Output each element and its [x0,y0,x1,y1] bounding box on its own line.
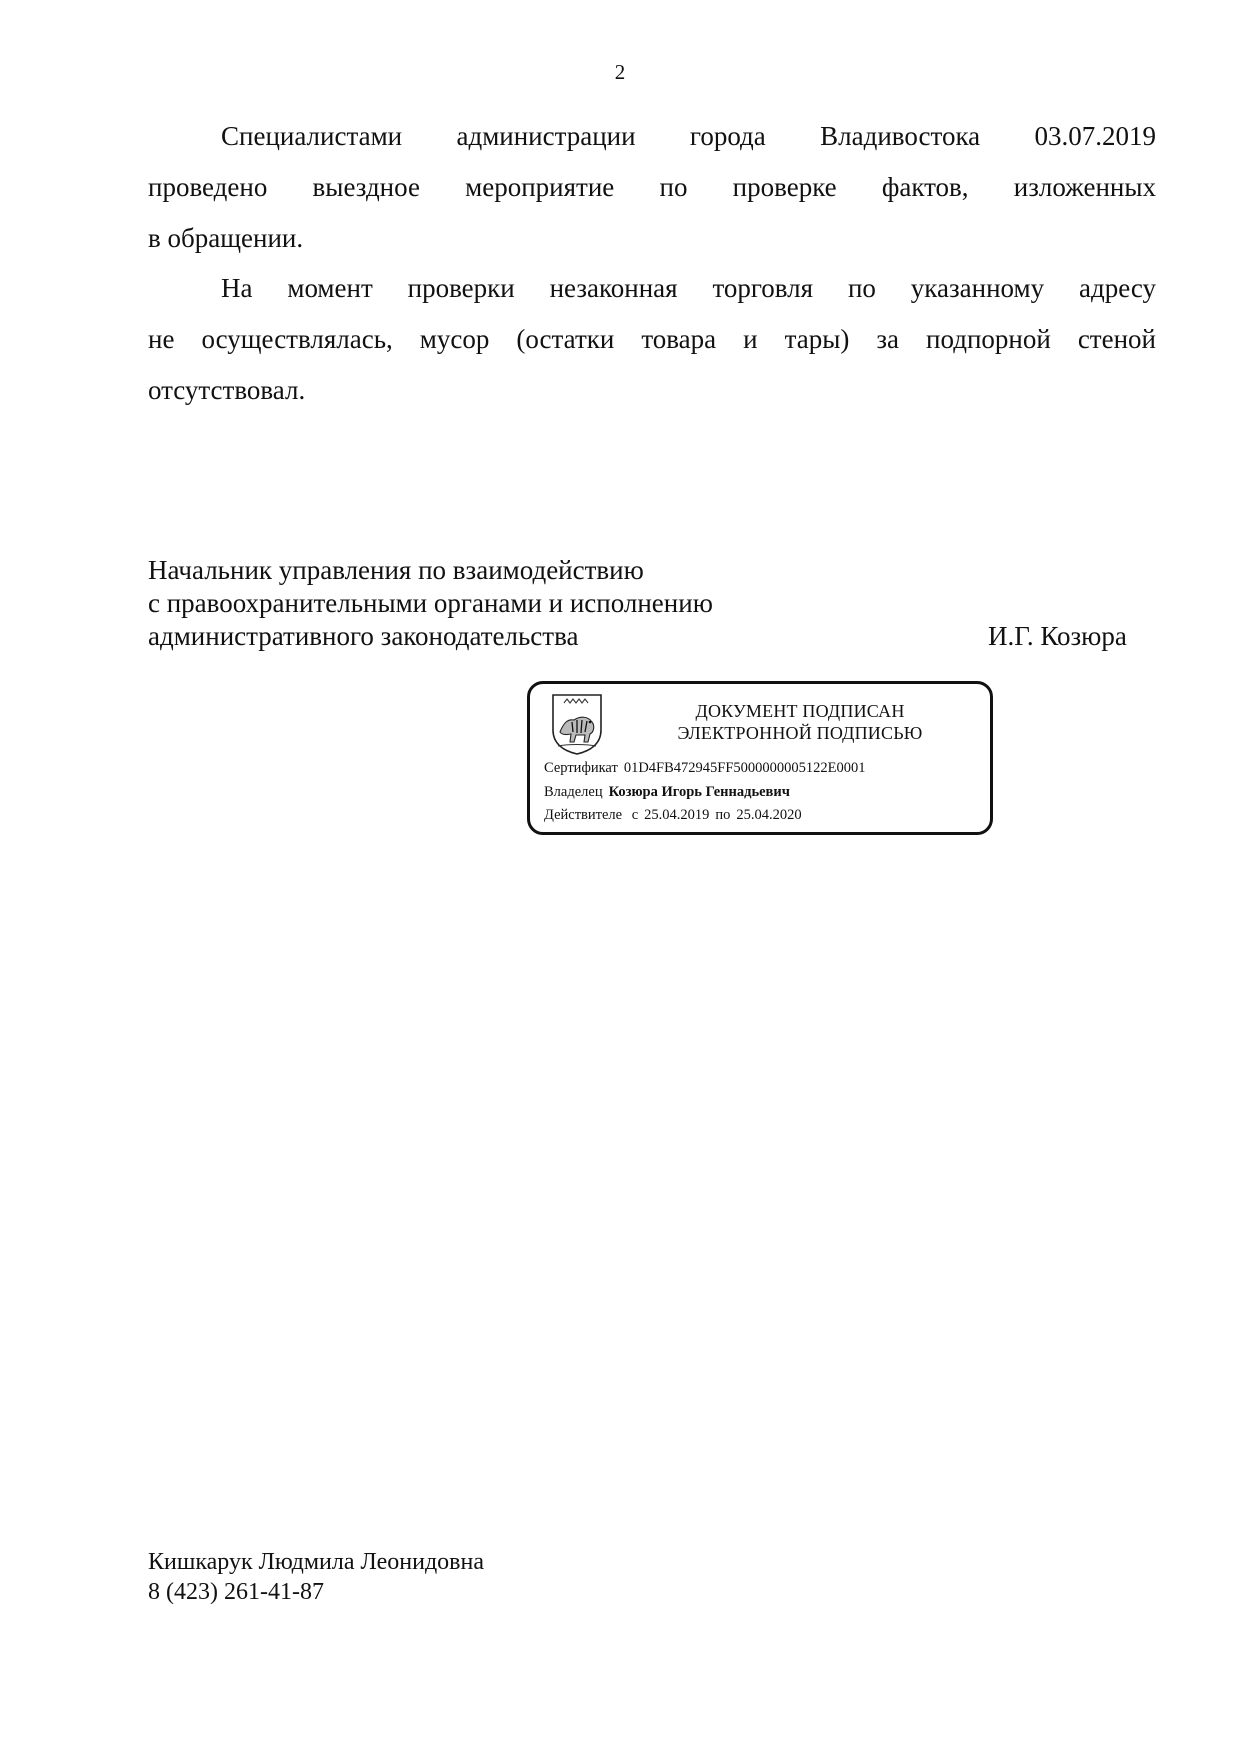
contact-phone: 8 (423) 261-41-87 [148,1579,324,1605]
contact-name: Кишкарук Людмила Леонидовна [148,1549,484,1575]
contact-block [148,1547,484,1607]
body-paragraph-2 [148,263,1156,416]
paragraph-2-line-1: На момент проверки незаконная торговля по указанному адресу [221,273,1156,303]
certificate-value: 01D4FB472945FF5000000005122E0001 [623,760,866,776]
stamp-validity-row [544,806,802,824]
signer-position-line-1: Начальник управления по взаимодействию [148,555,644,585]
paragraph-1-line-3: в обращении. [148,223,304,253]
certificate-label: Сертификат [544,760,618,776]
paragraph-2-line-2: не осуществлялась, мусор (остатки товара и тары) за подпорной стеной [148,324,1156,354]
paragraph-1-line-1: Специалистами администрации города Владивостока 03.07.2019 [221,121,1156,151]
stamp-title-line-1: ДОКУМЕНТ ПОДПИСАН [695,701,905,721]
valid-from-date: 25.04.2019 [644,807,710,823]
valid-from-label: с [631,807,639,823]
page-number: 2 [614,60,626,84]
stamp-title-line-2: ЭЛЕКТРОННОЙ ПОДПИСЬЮ [677,723,923,743]
signer-position [148,554,713,653]
signer-position-line-2: с правоохранительными органами и исполнению [148,588,713,618]
valid-label: Действителе [544,807,623,823]
valid-to-date: 25.04.2020 [736,807,802,823]
valid-to-label: по [715,807,731,823]
electronic-signature-stamp [527,681,993,835]
owner-value: Козюра Игорь Геннадьевич [608,784,790,800]
signer-name: И.Г. Козюра [988,621,1127,651]
vladivostok-coat-of-arms-icon [550,692,604,756]
stamp-certificate-row [544,759,866,777]
signer-position-line-3: административного законодательства [148,621,579,651]
paragraph-1-line-2: проведено выездное мероприятие по проверке фактов, изложенных [148,172,1156,202]
owner-label: Владелец [544,784,603,800]
paragraph-2-line-3: отсутствовал. [148,375,306,405]
stamp-title [630,700,970,744]
body-paragraph-1 [148,111,1156,264]
stamp-owner-row [544,783,790,801]
